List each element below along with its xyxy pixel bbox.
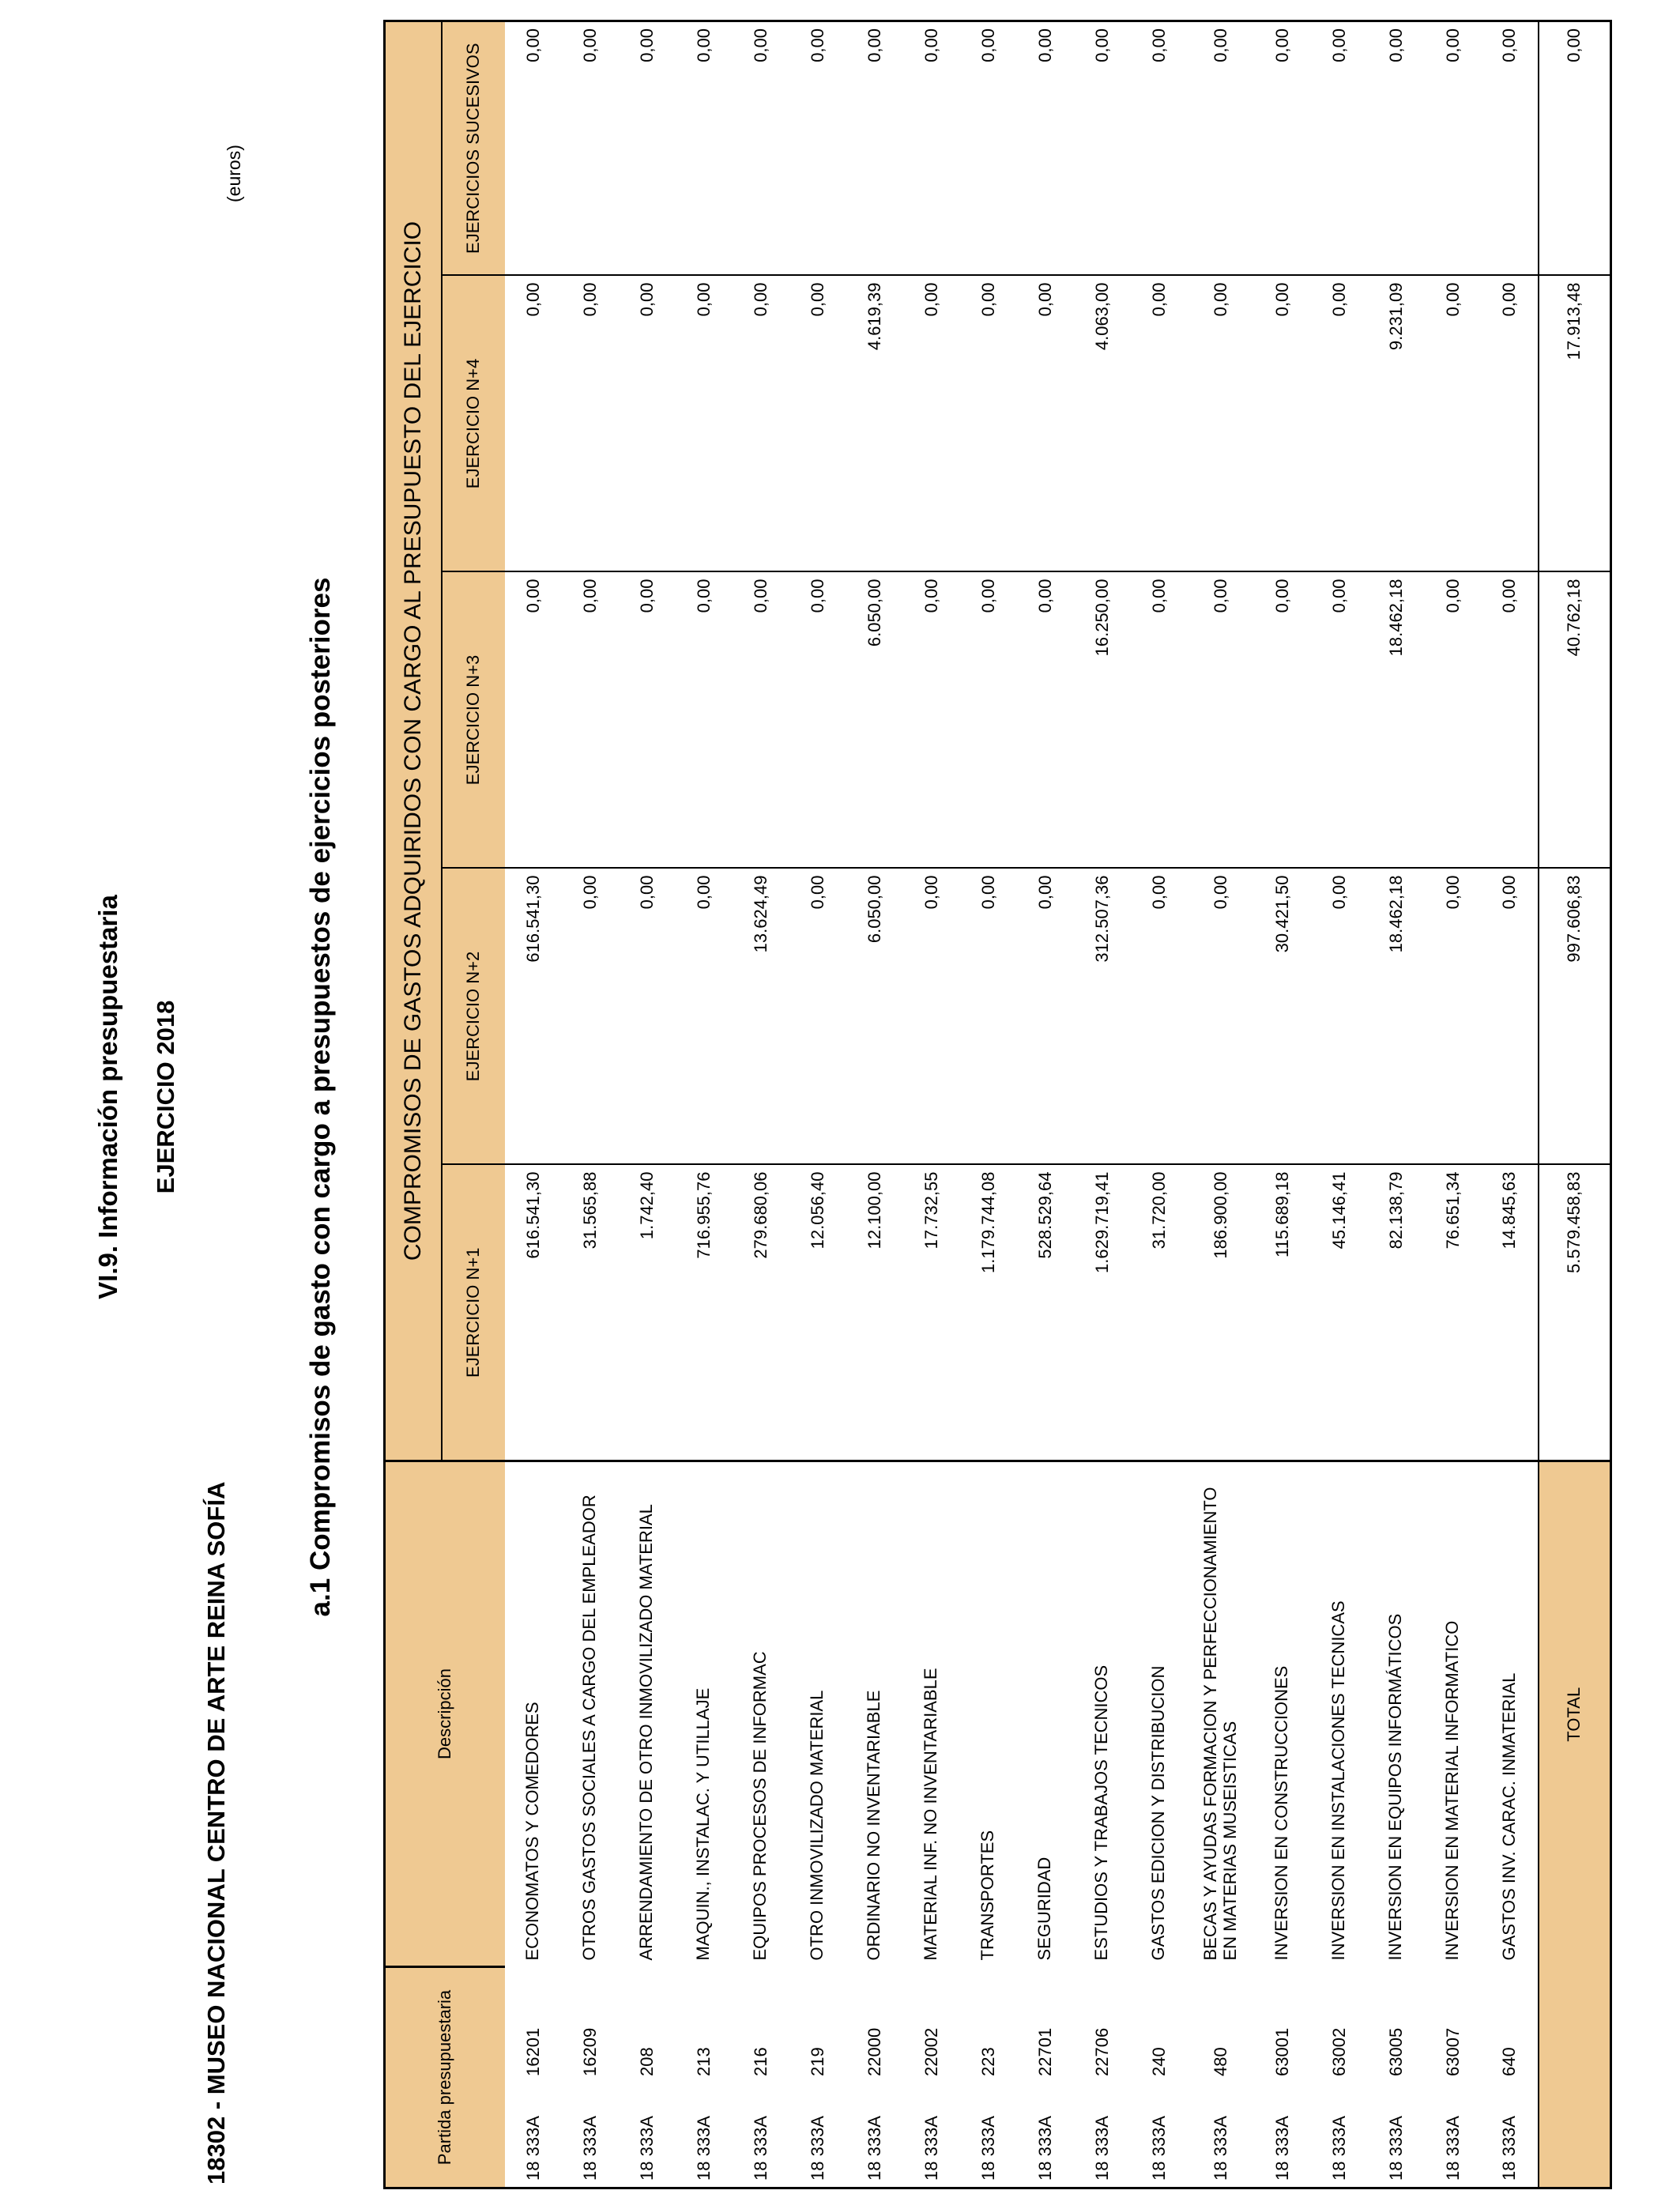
amount-n2-cell: 0,00 (562, 869, 619, 1165)
economic-code: 213 (693, 2047, 714, 2076)
amount-n4-cell: 0,00 (505, 276, 562, 572)
description-cell: OTROS GASTOS SOCIALES A CARGO DEL EMPLEADOR (562, 1461, 619, 1967)
amount-suc-cell: 0,00 (1482, 21, 1539, 275)
partida-cell (619, 1967, 676, 2188)
amount-n1-cell: 616.541,30 (522, 1171, 543, 1259)
program-code: 18 333A (864, 2116, 884, 2181)
table-row (1188, 21, 1254, 2188)
amount-n3-cell: 0,00 (733, 572, 789, 869)
amount-n4-cell: 0,00 (1254, 276, 1311, 572)
col-n4-header: EJERCICIO N+4 (442, 276, 505, 572)
amount-n4-cell: 0,00 (1131, 276, 1188, 572)
description-cell: INVERSION EN CONSTRUCCIONES (1254, 1461, 1311, 1967)
amount-n2-cell: 0,00 (1425, 869, 1482, 1165)
program-code: 18 333A (750, 2116, 770, 2181)
program-code: 18 333A (1385, 2116, 1406, 2181)
amount-n2-cell: 312.507,36 (1074, 869, 1131, 1165)
table-row (1368, 21, 1425, 2188)
amount-n4-cell: 9.231,09 (1368, 276, 1425, 572)
document-title: VI.9. Información presupuestaria (93, 895, 122, 1299)
program-code: 18 333A (1328, 2116, 1349, 2181)
program-code: 18 333A (807, 2116, 827, 2181)
table-row (1425, 21, 1482, 2188)
economic-code: 480 (1210, 2047, 1230, 2076)
economic-code: 22701 (1034, 2027, 1055, 2076)
amount-suc-cell: 0,00 (1368, 21, 1425, 275)
description-cell: BECAS Y AYUDAS FORMACION Y PERFECCIONAMIENTO EN MATERIAS MUSEISTICAS (1188, 1461, 1254, 1967)
amount-n3-cell: 0,00 (505, 572, 562, 869)
amount-n2-cell: 30.421,50 (1254, 869, 1311, 1165)
amount-n2-cell: 616.541,30 (505, 869, 562, 1165)
economic-code: 208 (636, 2047, 657, 2076)
economic-code: 216 (750, 2047, 770, 2076)
economic-code: 63001 (1271, 2027, 1292, 2076)
col-n3-header: EJERCICIO N+3 (442, 572, 505, 869)
program-code: 18 333A (693, 2116, 714, 2181)
amount-suc-cell: 0,00 (676, 21, 733, 275)
amount-suc-cell: 0,00 (1017, 21, 1074, 275)
amount-suc-cell: 0,00 (1425, 21, 1482, 275)
partida-cell (1131, 1967, 1188, 2188)
amount-suc-cell: 0,00 (1254, 21, 1311, 275)
amount-n4-cell: 0,00 (733, 276, 789, 572)
amount-n3-cell: 0,00 (903, 572, 960, 869)
amount-n3-cell: 16.250,00 (1074, 572, 1131, 869)
total-row (1539, 21, 1611, 2188)
amount-suc-cell: 0,00 (619, 21, 676, 275)
entity-name: 18302 - MUSEO NACIONAL CENTRO DE ARTE REINA SOFÍA (202, 1481, 230, 2185)
economic-code: 22000 (864, 2027, 884, 2076)
table-row (505, 21, 562, 2188)
program-code: 18 333A (1034, 2116, 1055, 2181)
description-cell: ECONOMATOS Y COMEDORES (505, 1461, 562, 1967)
program-code: 18 333A (1442, 2116, 1463, 2181)
amount-n1-cell: 279.680,06 (750, 1171, 770, 1259)
total-n1: 5.579.458,83 (1539, 1165, 1611, 1461)
program-code: 18 333A (636, 2116, 657, 2181)
col-partida-header (385, 1967, 505, 2188)
partida-cell (1017, 1967, 1074, 2188)
amount-n1-cell: 82.138,79 (1385, 1171, 1406, 1250)
section-title: a.1 Compromisos de gasto con cargo a presupuestos de ejercicios posteriores (305, 577, 336, 1617)
amount-n2-cell: 13.624,49 (733, 869, 789, 1165)
economic-code: 63002 (1328, 2027, 1349, 2076)
total-n2: 997.606,83 (1539, 869, 1611, 1165)
partida-cell (1425, 1967, 1482, 2188)
economic-code: 16209 (579, 2027, 600, 2076)
total-suc: 0,00 (1539, 21, 1611, 275)
table-row (903, 21, 960, 2188)
description-cell: INVERSION EN MATERIAL INFORMATICO (1425, 1461, 1482, 1967)
amount-n2-cell: 18.462,18 (1368, 869, 1425, 1165)
amount-n1-cell: 12.100,00 (864, 1171, 884, 1250)
amount-suc-cell: 0,00 (1188, 21, 1254, 275)
table-row (1254, 21, 1311, 2188)
description-cell: ESTUDIOS Y TRABAJOS TECNICOS (1074, 1461, 1131, 1967)
economic-code: 63005 (1385, 2027, 1406, 2076)
partida-cell (1188, 1967, 1254, 2188)
amount-n4-cell: 0,00 (1188, 276, 1254, 572)
description-cell: SEGURIDAD (1017, 1461, 1074, 1967)
amount-suc-cell: 0,00 (903, 21, 960, 275)
economic-code: 16201 (522, 2027, 543, 2076)
partida-cell (903, 1967, 960, 2188)
amount-n3-cell: 18.462,18 (1368, 572, 1425, 869)
amount-n1-cell: 31.565,88 (579, 1171, 600, 1250)
col-suc-header: EJERCICIOS SUCESIVOS (442, 21, 505, 275)
table-row (1131, 21, 1188, 2188)
amount-n3-cell: 0,00 (562, 572, 619, 869)
partida-cell (1311, 1967, 1368, 2188)
economic-code: 22706 (1091, 2027, 1112, 2076)
program-code: 18 333A (1210, 2116, 1230, 2181)
table-row (619, 21, 676, 2188)
amount-suc-cell: 0,00 (789, 21, 846, 275)
amount-n3-cell: 0,00 (619, 572, 676, 869)
amount-n4-cell: 0,00 (619, 276, 676, 572)
amount-n4-cell: 0,00 (562, 276, 619, 572)
description-cell: INVERSION EN EQUIPOS INFORMÁTICOS (1368, 1461, 1425, 1967)
table-row (1311, 21, 1368, 2188)
amount-n4-cell: 0,00 (1482, 276, 1539, 572)
program-code: 18 333A (522, 2116, 543, 2181)
col-partida-label: Partida presupuestaria (435, 1989, 455, 2166)
table-row (1017, 21, 1074, 2188)
amount-n3-cell: 0,00 (1482, 572, 1539, 869)
amount-n4-cell: 0,00 (1311, 276, 1368, 572)
commitments-table (383, 20, 1612, 2189)
amount-n2-cell: 0,00 (1311, 869, 1368, 1165)
program-code: 18 333A (1148, 2116, 1169, 2181)
amount-n1-cell: 76.651,34 (1442, 1171, 1463, 1250)
amount-n1-cell: 1.629.719,41 (1091, 1171, 1112, 1273)
table-row (1074, 21, 1131, 2188)
economic-code: 640 (1499, 2047, 1519, 2076)
amount-n2-cell: 6.050,00 (846, 869, 903, 1165)
economic-code: 63007 (1442, 2027, 1463, 2076)
partida-cell (1482, 1967, 1539, 2188)
economic-code: 22002 (921, 2027, 941, 2076)
amount-n3-cell: 0,00 (1188, 572, 1254, 869)
description-cell: OTRO INMOVILIZADO MATERIAL (789, 1461, 846, 1967)
description-cell: INVERSION EN INSTALACIONES TECNICAS (1311, 1461, 1368, 1967)
amount-n1-cell: 1.179.744,08 (977, 1171, 998, 1273)
amount-suc-cell: 0,00 (1074, 21, 1131, 275)
economic-code: 223 (977, 2047, 998, 2076)
amount-n4-cell: 0,00 (1017, 276, 1074, 572)
partida-cell (1254, 1967, 1311, 2188)
amount-n1-cell: 17.732,55 (921, 1171, 941, 1250)
amount-n3-cell: 0,00 (789, 572, 846, 869)
amount-n2-cell: 0,00 (619, 869, 676, 1165)
amount-n4-cell: 0,00 (1425, 276, 1482, 572)
total-spacer (1539, 1967, 1611, 2188)
amount-n2-cell: 0,00 (1482, 869, 1539, 1165)
amount-n2-cell: 0,00 (1188, 869, 1254, 1165)
amount-suc-cell: 0,00 (1311, 21, 1368, 275)
description-cell: ORDINARIO NO INVENTARIABLE (846, 1461, 903, 1967)
program-code: 18 333A (1271, 2116, 1292, 2181)
amount-n3-cell: 6.050,00 (846, 572, 903, 869)
description-cell: GASTOS INV. CARAC. INMATERIAL (1482, 1461, 1539, 1967)
amount-n2-cell: 0,00 (676, 869, 733, 1165)
partida-cell (960, 1967, 1017, 2188)
description-cell: GASTOS EDICION Y DISTRIBUCION (1131, 1461, 1188, 1967)
amount-n1-cell: 528.529,64 (1034, 1171, 1055, 1259)
col-n1-header: EJERCICIO N+1 (442, 1165, 505, 1461)
table-row (562, 21, 619, 2188)
amount-suc-cell: 0,00 (562, 21, 619, 275)
amount-n1-cell: 31.720,00 (1148, 1171, 1169, 1250)
amount-n4-cell: 0,00 (903, 276, 960, 572)
program-code: 18 333A (977, 2116, 998, 2181)
amount-suc-cell: 0,00 (1131, 21, 1188, 275)
economic-code: 219 (807, 2047, 827, 2076)
amount-suc-cell: 0,00 (505, 21, 562, 275)
table-row (789, 21, 846, 2188)
amount-n1-cell: 45.146,41 (1328, 1171, 1349, 1250)
amount-n3-cell: 0,00 (1425, 572, 1482, 869)
amount-n4-cell: 4.619,39 (846, 276, 903, 572)
table-row (960, 21, 1017, 2188)
table-row (1482, 21, 1539, 2188)
partida-cell (562, 1967, 619, 2188)
description-cell: MAQUIN., INSTALAC. Y UTILLAJE (676, 1461, 733, 1967)
amount-suc-cell: 0,00 (960, 21, 1017, 275)
partida-cell (1074, 1967, 1131, 2188)
amount-n4-cell: 0,00 (676, 276, 733, 572)
program-code: 18 333A (921, 2116, 941, 2181)
amount-n1-cell: 12.056,40 (807, 1171, 827, 1250)
amount-n3-cell: 0,00 (1254, 572, 1311, 869)
amount-suc-cell: 0,00 (846, 21, 903, 275)
col-n2-header: EJERCICIO N+2 (442, 869, 505, 1165)
amount-n3-cell: 0,00 (1311, 572, 1368, 869)
total-n3: 40.762,18 (1539, 572, 1611, 869)
amount-n4-cell: 0,00 (960, 276, 1017, 572)
total-n4: 17.913,48 (1539, 276, 1611, 572)
table-row (676, 21, 733, 2188)
amount-n1-cell: 1.742,40 (636, 1171, 657, 1240)
table-body (505, 21, 1539, 2188)
amount-n3-cell: 0,00 (1131, 572, 1188, 869)
amount-n2-cell: 0,00 (789, 869, 846, 1165)
unit-label: (euros) (224, 145, 244, 202)
total-label: TOTAL (1539, 1461, 1611, 1967)
partida-cell (846, 1967, 903, 2188)
partida-cell (733, 1967, 789, 2188)
table-row (733, 21, 789, 2188)
fiscal-year: EJERCICIO 2018 (152, 1000, 179, 1194)
description-cell: TRANSPORTES (960, 1461, 1017, 1967)
amount-n2-cell: 0,00 (903, 869, 960, 1165)
amount-n3-cell: 0,00 (676, 572, 733, 869)
program-code: 18 333A (1499, 2116, 1519, 2181)
amount-n2-cell: 0,00 (960, 869, 1017, 1165)
partida-cell (676, 1967, 733, 2188)
amount-n1-cell: 115.689,18 (1271, 1171, 1292, 1257)
amount-n2-cell: 0,00 (1017, 869, 1074, 1165)
description-cell: MATERIAL INF. NO INVENTARIABLE (903, 1461, 960, 1967)
col-desc-header (385, 1461, 505, 1967)
partida-cell (505, 1967, 562, 2188)
col-desc-label: Descripción (435, 1668, 455, 1759)
program-code: 18 333A (579, 2116, 600, 2181)
amount-suc-cell: 0,00 (733, 21, 789, 275)
amount-n4-cell: 0,00 (789, 276, 846, 572)
amount-n3-cell: 0,00 (1017, 572, 1074, 869)
description-cell: ARRENDAMIENTO DE OTRO INMOVILIZADO MATERIAL (619, 1461, 676, 1967)
amount-n1-cell: 14.845,63 (1499, 1171, 1519, 1250)
partida-cell (1368, 1967, 1425, 2188)
amount-n2-cell: 0,00 (1131, 869, 1188, 1165)
economic-code: 240 (1148, 2047, 1169, 2076)
amount-n1-cell: 186.900,00 (1210, 1171, 1230, 1259)
table-row (846, 21, 903, 2188)
description-cell: EQUIPOS PROCESOS DE INFORMAC (733, 1461, 789, 1967)
amount-n1-cell: 716.955,76 (693, 1171, 714, 1259)
amount-n3-cell: 0,00 (960, 572, 1017, 869)
amount-n4-cell: 4.063,00 (1074, 276, 1131, 572)
partida-cell (789, 1967, 846, 2188)
program-code: 18 333A (1091, 2116, 1112, 2181)
group-header: COMPROMISOS DE GASTOS ADQUIRIDOS CON CARGO AL PRESUPUESTO DEL EJERCICIO (385, 21, 442, 1461)
